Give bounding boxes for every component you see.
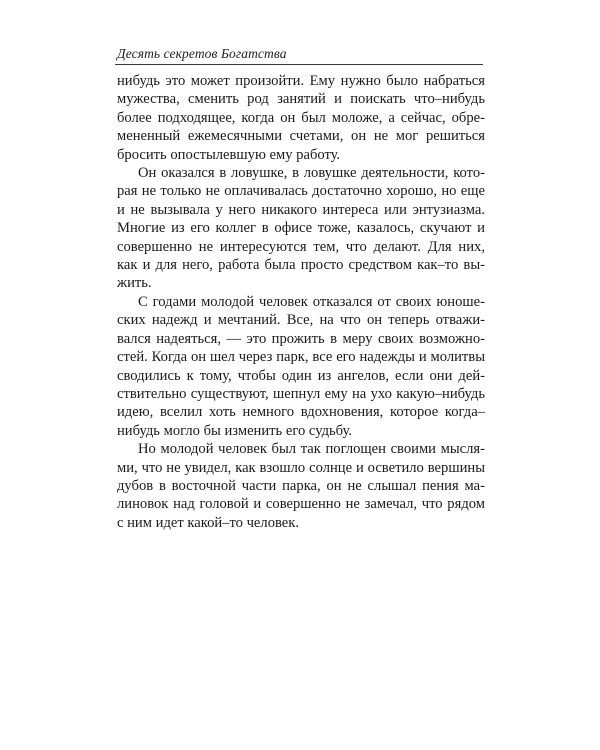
- body-text: [117, 72, 485, 532]
- text-line: нибудь могло бы изменить его судьбу.: [117, 422, 353, 439]
- text-line: Он оказался в ловушке, в ловушке деятельности, кото-: [138, 165, 485, 182]
- text-line: бросить опостылевшую ему работу.: [117, 146, 341, 163]
- text-line: Но молодой человек был так поглощен своими мысля-: [138, 441, 485, 458]
- text-line: идею, вселил хоть немного вдохновения, которое когда–: [117, 404, 485, 421]
- text-line: нибудь это может произойти. Ему нужно было набраться: [117, 73, 485, 89]
- text-line: стей. Когда он шел через парк, все его надежды и молитвы: [117, 349, 485, 366]
- text-line: вался надеяться, — это прожить в меру своих возможно-: [117, 330, 485, 347]
- text-line: линовок над головой и совершенно не замечал, что рядом: [117, 496, 485, 513]
- text-line: рая не только не оплачивалась достаточно хорошо, но еще: [117, 183, 485, 200]
- text-line: С годами молодой человек отказался от своих юноше-: [138, 293, 485, 310]
- text-line: мененный ежемесячными счетами, он не мог решиться: [117, 128, 485, 145]
- text-line: и не вызывала у него никакого интереса или энтузиазма.: [117, 201, 485, 218]
- text-line: дубов в восточной части парка, он не слышал пения ма-: [117, 477, 485, 494]
- text-line: как и для него, работа была просто средством как–то вы-: [117, 257, 485, 274]
- text-line: Многие из его коллег в офисе тоже, казалось, скучают и: [117, 220, 485, 237]
- text-line: ствительно существуют, шепнул ему на ухо какую–нибудь: [117, 385, 485, 402]
- paragraph-4: [117, 440, 485, 532]
- paragraph-2: [117, 164, 485, 293]
- paragraph-1: [117, 72, 485, 164]
- running-header: Десять секретов Богатства: [117, 46, 287, 61]
- text-line: с ним идет какой–то человек.: [117, 514, 300, 531]
- text-line: ских надежд и мечтаний. Все, на что он теперь отважи-: [117, 312, 485, 329]
- paragraph-3: [117, 293, 485, 440]
- text-line: более подходящее, когда он был моложе, а сейчас, обре-: [117, 109, 485, 126]
- text-line: совершенно не интересуются тем, что делают. Для них,: [117, 238, 485, 255]
- text-line: ми, что не увидел, как взошло солнце и осветило вершины: [117, 459, 485, 476]
- header-rule: [115, 64, 483, 65]
- text-line: жить.: [117, 275, 152, 292]
- text-line: сводились к тому, чтобы один из ангелов, если они дей-: [117, 367, 485, 384]
- text-line: мужества, сменить род занятий и поискать что–нибудь: [117, 91, 485, 108]
